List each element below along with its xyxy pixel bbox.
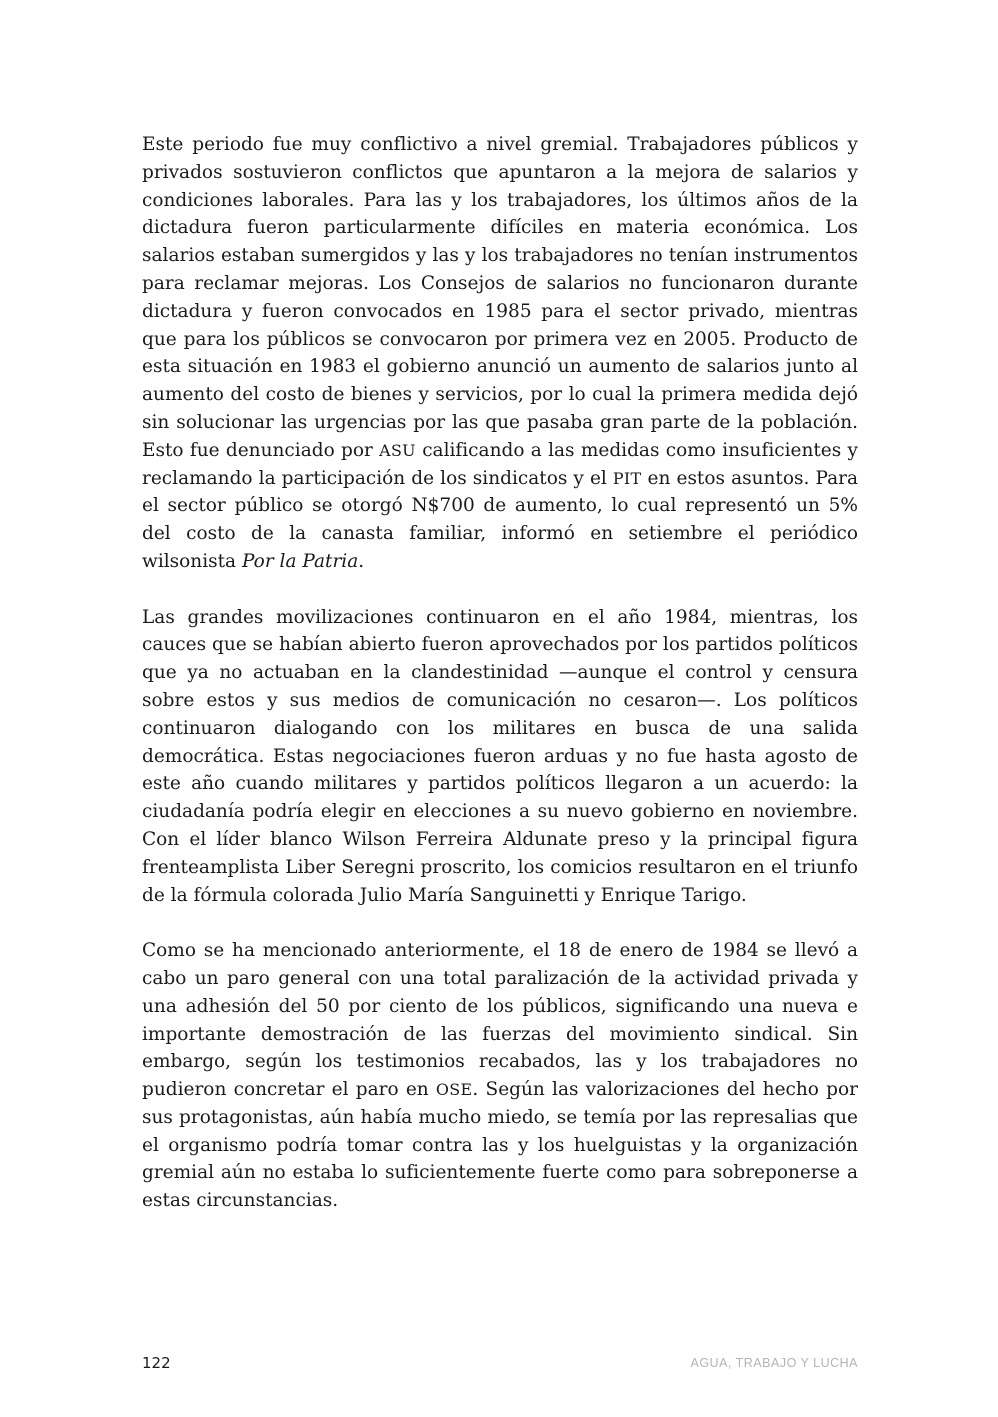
paragraph-3-part-a: Como se ha mencionado anteriormente, el 18 de enero de 1984 se llevó a cabo un paro general con una total paralización de la actividad privada y una adhesión del 50 por ciento de los públicos, significando una nueva e importante demostración de las fuerzas del movimiento sindical. Sin embargo, según los testimonios recabados, las y los trabajadores no pudieron concretar el paro en xyxy=(142,940,858,1101)
paragraph-1 xyxy=(142,131,858,576)
paragraph-3 xyxy=(142,937,858,1215)
paragraph-1-part-b: calificando a las medidas como insuficientes y reclamando la participación de los sindicatos y el xyxy=(142,439,859,489)
paragraph-1-part-a: Este periodo fue muy conflictivo a nivel gremial. Trabajadores públicos y privados sostuvieron conflictos que apuntaron a la mejora de salarios y condiciones laborales. Para las y los trabajadores, los últimos años de la dictadura fueron particularmente difíciles en materia económica. Los salarios estaban sumergidos y las y los trabajadores no tenían instrumentos para reclamar mejoras. Los Consejos de salarios no funcionaron durante dictadura y fueron convocados en 1985 para el sector privado, mientras que para los públicos se convocaron por primera vez en 2005. Producto de esta situación en 1983 el gobierno anunció un aumento de salarios junto al aumento del costo de bienes y servicios, por lo cual la primera medida dejó sin solucionar las urgencias por las que pasaba gran parte de la población. Esto fue denunciado por xyxy=(142,134,858,461)
newspaper-title: Por la Patria xyxy=(241,550,359,572)
acronym-asu: ASU xyxy=(379,440,416,460)
page-number: 122 xyxy=(142,1354,171,1372)
paragraph-1-part-c: en estos asuntos. Para el sector público se otorgó N$700 de aumento, lo cual representó un 5% del costo de la canasta familiar, informó en setiembre el periódico wilsonista xyxy=(142,467,858,572)
acronym-pit: PIT xyxy=(612,468,642,488)
body-text xyxy=(142,131,858,1243)
paragraph-1-part-d: . xyxy=(358,550,365,572)
running-title: AGUA, TRABAJO Y LUCHA xyxy=(690,1356,858,1370)
paragraph-2: Las grandes movilizaciones continuaron en el año 1984, mientras, los cauces que se habían abierto fueron aprovechados por los partidos políticos que ya no actuaban en la clandestinidad —aunque el control y censura sobre estos y sus medios de comunicación no cesaron—. Los políticos continuaron dialogando con los militares en busca de una salida democrática. Estas negociaciones fueron arduas y no fue hasta agosto de este año cuando militares y partidos políticos llegaron a un acuerdo: la ciudadanía podría elegir en elecciones a su nuevo gobierno en noviembre. Con el líder blanco Wilson Ferreira Aldunate preso y la principal figura frenteamplista Liber Seregni proscrito, los comicios resultaron en el triunfo de la fórmula colorada Julio María Sanguinetti y Enrique Tarigo. xyxy=(142,606,858,906)
acronym-ose: OSE xyxy=(435,1080,473,1100)
paragraph-3-part-b: . Según las valorizaciones del hecho por sus protagonistas, aún había mucho miedo, se temía por las represalias que el organismo podría tomar contra las y los huelguistas y la organización gremial aún no estaba lo suficientemente fuerte como para sobreponerse a estas circunstancias. xyxy=(142,1079,858,1212)
